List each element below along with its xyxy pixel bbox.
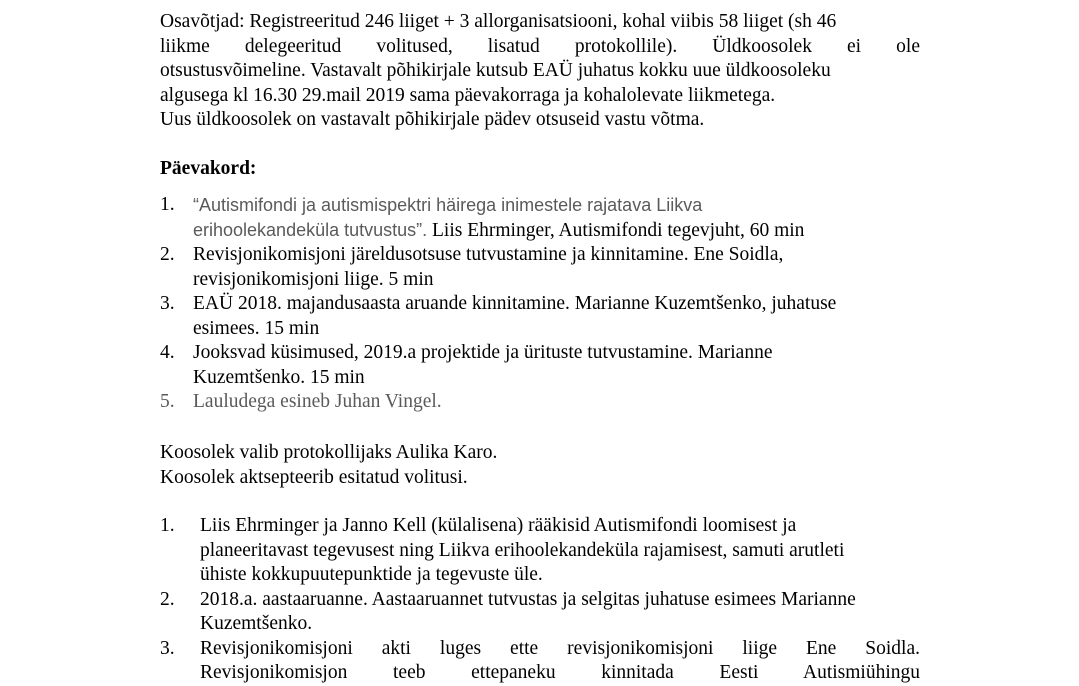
minutes-item xyxy=(160,637,920,686)
agenda-item-number: 4. xyxy=(160,342,175,363)
agenda-item xyxy=(160,243,920,292)
minutes-item xyxy=(160,588,920,637)
decision-line: Koosolek valib protokollijaks Aulika Karo. xyxy=(160,442,498,463)
agenda-item-text: Kuzemtšenko. 15 min xyxy=(193,366,365,388)
agenda-item-text: Liis Ehrminger, Autismifondi tegevjuht, 60 min xyxy=(427,219,805,241)
minutes-item-text: Revisjonikomisjoni akti luges ette revisjonikomisjoni liige Ene Soidla. xyxy=(200,637,920,659)
agenda-item xyxy=(160,341,920,390)
agenda-item xyxy=(160,292,920,341)
intro-line: liikme delegeeritud volitused, lisatud protokollile). Üldkoosolek ei ole xyxy=(160,35,920,57)
agenda-heading: Päevakord: xyxy=(160,158,257,179)
minutes-item-number: 3. xyxy=(160,637,175,659)
agenda-item-text: esimees. 15 min xyxy=(193,317,320,339)
agenda-item-text: EAÜ 2018. majandusaasta aruande kinnitamine. Marianne Kuzemtšenko, juhatuse xyxy=(193,293,837,314)
minutes-list xyxy=(160,514,920,686)
intro-line: Uus üldkoosolek on vastavalt põhikirjale pädev otsuseid vastu võtma. xyxy=(160,109,705,130)
agenda-list xyxy=(160,193,920,415)
decisions-block xyxy=(160,441,920,490)
minutes-item xyxy=(160,514,920,588)
minutes-item-number: 1. xyxy=(160,515,175,536)
minutes-item-text: 2018.a. aastaaruanne. Aastaaruannet tutvustas ja selgitas juhatuse esimees Marianne xyxy=(200,588,856,610)
agenda-item-text: Revisjonikomisjoni järeldusotsuse tutvustamine ja kinnitamine. Ene Soidla, xyxy=(193,244,784,265)
agenda-item-text: revisjonikomisjoni liige. 5 min xyxy=(193,268,434,290)
minutes-item-text: ühiste kokkupuutepunktide ja tegevuste üle. xyxy=(200,564,543,585)
agenda-item xyxy=(160,390,920,415)
agenda-item xyxy=(160,193,920,243)
agenda-item-number: 3. xyxy=(160,293,175,314)
agenda-item-text: erihoolekandeküla tutvustus”. xyxy=(193,219,428,240)
minutes-item-text: planeeritavast tegevusest ning Liikva erihoolekandeküla rajamisest, samuti arutleti xyxy=(200,539,845,561)
agenda-item-number: 5. xyxy=(160,391,175,412)
agenda-item-text: Lauludega esineb Juhan Vingel. xyxy=(193,391,442,412)
intro-line: Osavõtjad: Registreeritud 246 liiget + 3 allorganisatsiooni, kohal viibis 58 liiget (sh 46 xyxy=(160,11,837,32)
minutes-item-text: Liis Ehrminger ja Janno Kell (külalisena) rääkisid Autismifondi loomisest ja xyxy=(200,515,797,536)
agenda-item-number: 2. xyxy=(160,244,175,265)
agenda-item-number: 1. xyxy=(160,194,175,215)
minutes-item-text: Kuzemtšenko. xyxy=(200,613,313,634)
intro-line: otsustusvõimeline. Vastavalt põhikirjale kutsub EAÜ juhatus kokku uue üldkoosoleku xyxy=(160,60,831,81)
agenda-item-text: Jooksvad küsimused, 2019.a projektide ja ürituste tutvustamine. Marianne xyxy=(193,342,773,363)
attendance-paragraph xyxy=(160,10,920,133)
agenda-item-text: “Autismifondi ja autismispektri häirega inimestele rajatava Liikva xyxy=(193,195,703,215)
minutes-item-text: Revisjonikomisjon teeb ettepaneku kinnitada Eesti Autismiühingu xyxy=(200,662,920,683)
intro-line: algusega kl 16.30 29.mail 2019 sama päevakorraga ja kohalolevate liikmetega. xyxy=(160,84,776,106)
decision-line: Koosolek aktsepteerib esitatud volitusi. xyxy=(160,466,468,488)
minutes-item-number: 2. xyxy=(160,588,175,610)
